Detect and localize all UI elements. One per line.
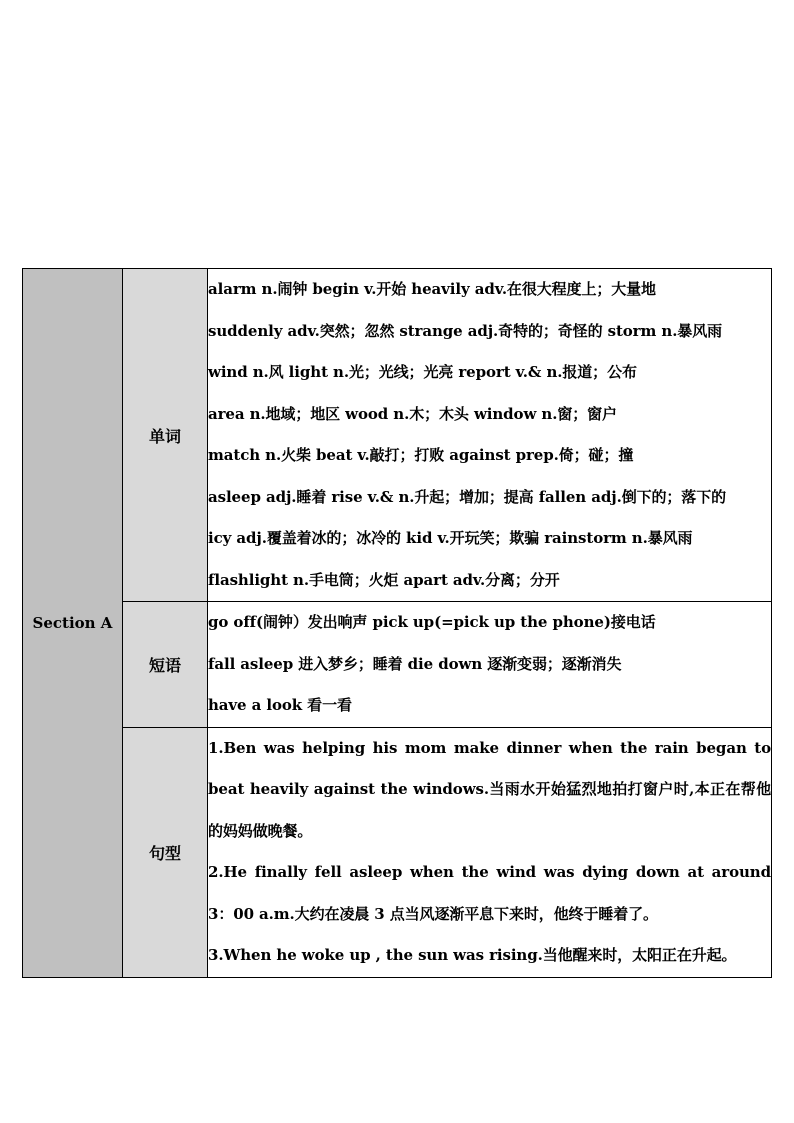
- phrases-line: go off(闹钟）发出响声 pick up(=pick up the phone)接电话: [208, 613, 656, 631]
- sentence-line: 3.When he woke up , the sun was rising.当他醒来时，太阳正在升起。: [208, 946, 737, 964]
- content-cell-sentences: [208, 727, 772, 977]
- category-cell-words: [123, 269, 208, 602]
- category-cell-phrases: [123, 602, 208, 728]
- phrases-line: have a look 看一看: [208, 696, 352, 714]
- words-line: wind n.风 light n.光；光线；光亮 report v.& n.报道；公布: [208, 363, 637, 381]
- table-row-sentences: [23, 727, 772, 977]
- words-line: match n.火柴 beat v.敲打；打败 against prep.倚；碰；撞: [208, 446, 634, 464]
- section-cell: [23, 269, 123, 978]
- words-line: suddenly adv.突然；忽然 strange adj.奇特的；奇怪的 storm n.暴风雨: [208, 321, 723, 340]
- section-label: Section A: [32, 613, 113, 632]
- table-row-phrases: [23, 602, 772, 728]
- vocabulary-table: [22, 268, 772, 978]
- table-row-words: [23, 269, 772, 602]
- category-cell-sentences: [123, 727, 208, 977]
- category-label-words: 单词: [148, 426, 181, 446]
- content-cell-words: [208, 269, 772, 602]
- phrases-line: fall asleep 进入梦乡；睡着 die down 逐渐变弱；逐渐消失: [208, 654, 622, 673]
- words-line: alarm n.闹钟 begin v.开始 heavily adv.在很大程度上；大量地: [208, 280, 656, 298]
- words-line: flashlight n.手电筒；火炬 apart adv.分离；分开: [208, 570, 560, 589]
- words-line: icy adj.覆盖着冰的；冰冷的 kid v.开玩笑；欺骗 rainstorm n.暴风雨: [208, 529, 693, 547]
- category-label-phrases: 短语: [148, 655, 181, 675]
- words-line: area n.地域；地区 wood n.木；木头 window n.窗；窗户: [208, 404, 617, 423]
- category-label-sentences: 句型: [148, 843, 181, 863]
- sentence-line: 1.Ben was helping his mom make dinner when the rain began to beat heavily against the windows.当雨水开始猛烈地拍打窗户时,本正在帮他的妈妈做晚餐。: [208, 738, 771, 840]
- content-cell-phrases: [208, 602, 772, 728]
- words-line: asleep adj.睡着 rise v.& n.升起；增加；提高 fallen adj.倒下的；落下的: [208, 487, 726, 506]
- sentence-line: 2.He finally fell asleep when the wind was dying down at around 3：00 a.m.大约在凌晨 3 点当风逐渐平息下来时，他终于睡着了。: [208, 863, 771, 923]
